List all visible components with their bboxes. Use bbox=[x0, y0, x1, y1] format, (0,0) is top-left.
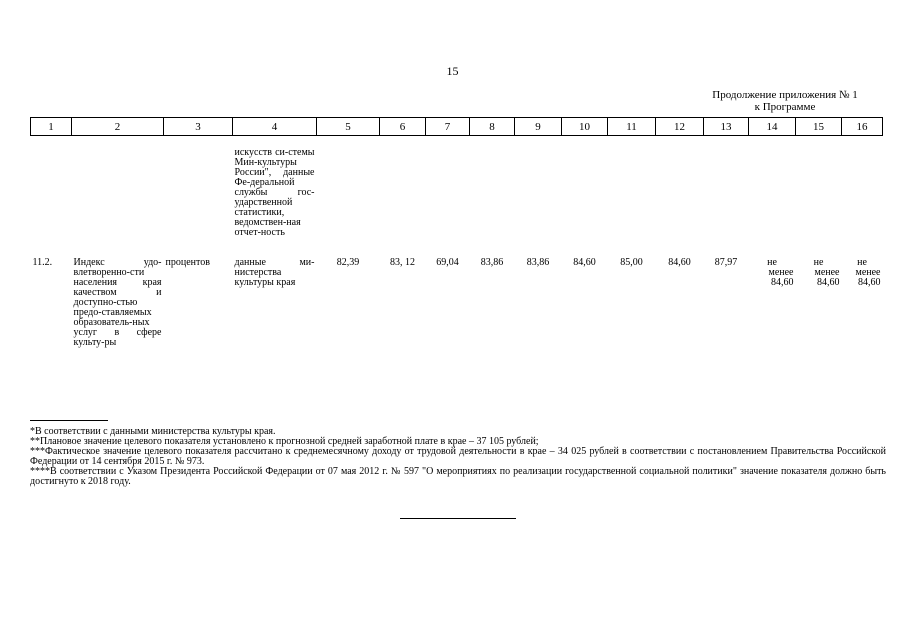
footnote-separator bbox=[30, 420, 108, 421]
col-header-15: 15 bbox=[796, 118, 842, 136]
col-header-6: 6 bbox=[380, 118, 426, 136]
continuation-line-1: Продолжение приложения № 1 bbox=[712, 89, 858, 101]
source-cell: данные ми-нистерства культуры края bbox=[234, 257, 315, 288]
col-header-13: 13 bbox=[704, 118, 749, 136]
col-header-11: 11 bbox=[608, 118, 656, 136]
col-header-12: 12 bbox=[656, 118, 704, 136]
table-row bbox=[31, 238, 883, 348]
value-col-11: 85,00 bbox=[620, 257, 643, 268]
table-row bbox=[31, 136, 883, 239]
col-header-2: 2 bbox=[72, 118, 164, 136]
value-col-7: 69,04 bbox=[436, 257, 459, 268]
value-col-5: 82,39 bbox=[336, 257, 360, 268]
value-col-10: 84,60 bbox=[573, 257, 596, 268]
col-header-1: 1 bbox=[31, 118, 72, 136]
source-cell-continued: искусств си-стемы Мин-культуры России", данные Фе-деральной службы гос-ударственной статистики, ведомствен-ная отчет-ность bbox=[234, 147, 315, 238]
row-number: 11.2. bbox=[32, 257, 53, 268]
value-col-9: 83,86 bbox=[526, 257, 550, 268]
value-col-15-line1: не bbox=[813, 257, 824, 268]
value-col-14-line3: 84,60 bbox=[771, 277, 794, 288]
value-col-8: 83,86 bbox=[480, 257, 504, 268]
footnotes bbox=[30, 427, 886, 487]
value-col-16-line3: 84,60 bbox=[858, 277, 881, 288]
unit-cell: процентов bbox=[165, 257, 210, 268]
continuation-line-2: к Программе bbox=[754, 101, 816, 113]
col-header-8: 8 bbox=[470, 118, 515, 136]
value-col-16-line2: менее bbox=[855, 267, 881, 278]
value-col-15-line2: менее bbox=[814, 267, 840, 278]
value-col-16 bbox=[842, 238, 883, 348]
col-header-16: 16 bbox=[842, 118, 883, 136]
value-col-15 bbox=[796, 238, 842, 348]
col-header-10: 10 bbox=[562, 118, 608, 136]
footnote-4: ****В соответствии с Указом Президента Российской Федерации от 07 мая 2012 г. № 597 "О мероприятиях по реализации государственной социальной политики" значение показателя должно быть достигнуто к 2018 году. bbox=[30, 466, 886, 487]
value-col-13: 87,97 bbox=[714, 257, 738, 268]
value-col-12: 84,60 bbox=[668, 257, 691, 268]
indicators-table bbox=[30, 117, 883, 348]
value-col-14 bbox=[749, 238, 796, 348]
footnote-2: **Плановое значение целевого показателя установлено к прогнозной средней заработной плате в крае – 37 105 рублей; bbox=[30, 436, 539, 447]
value-col-14-line1: не bbox=[767, 257, 777, 268]
indicator-name: Индекс удо-влетворенно-сти населения края качеством и доступно-стью предо-ставляемых образователь-ных услуг в сфере культу-ры bbox=[73, 257, 162, 348]
value-col-16-line1: не bbox=[857, 257, 867, 268]
value-col-14-line2: менее bbox=[768, 267, 794, 278]
table-header-row bbox=[31, 118, 883, 136]
value-col-6: 83, 12 bbox=[390, 257, 415, 268]
continuation-caption bbox=[690, 89, 880, 113]
col-header-5: 5 bbox=[317, 118, 380, 136]
col-header-4: 4 bbox=[233, 118, 317, 136]
col-header-3: 3 bbox=[164, 118, 233, 136]
col-header-14: 14 bbox=[749, 118, 796, 136]
col-header-9: 9 bbox=[515, 118, 562, 136]
col-header-7: 7 bbox=[426, 118, 470, 136]
value-col-15-line3: 84,60 bbox=[817, 277, 840, 288]
footnote-3: ***Фактическое значение целевого показателя рассчитано к среднемесячному доходу от трудовой деятельности в крае – 34 025 рублей в соответствии с постановлением Правительства Российской Федерации от 14 сентября 2015 г. № 973. bbox=[30, 446, 886, 467]
page-number: 15 bbox=[446, 64, 459, 78]
footnote-1: *В соответствии с данными министерства культуры края. bbox=[30, 426, 276, 437]
end-separator bbox=[400, 518, 516, 519]
